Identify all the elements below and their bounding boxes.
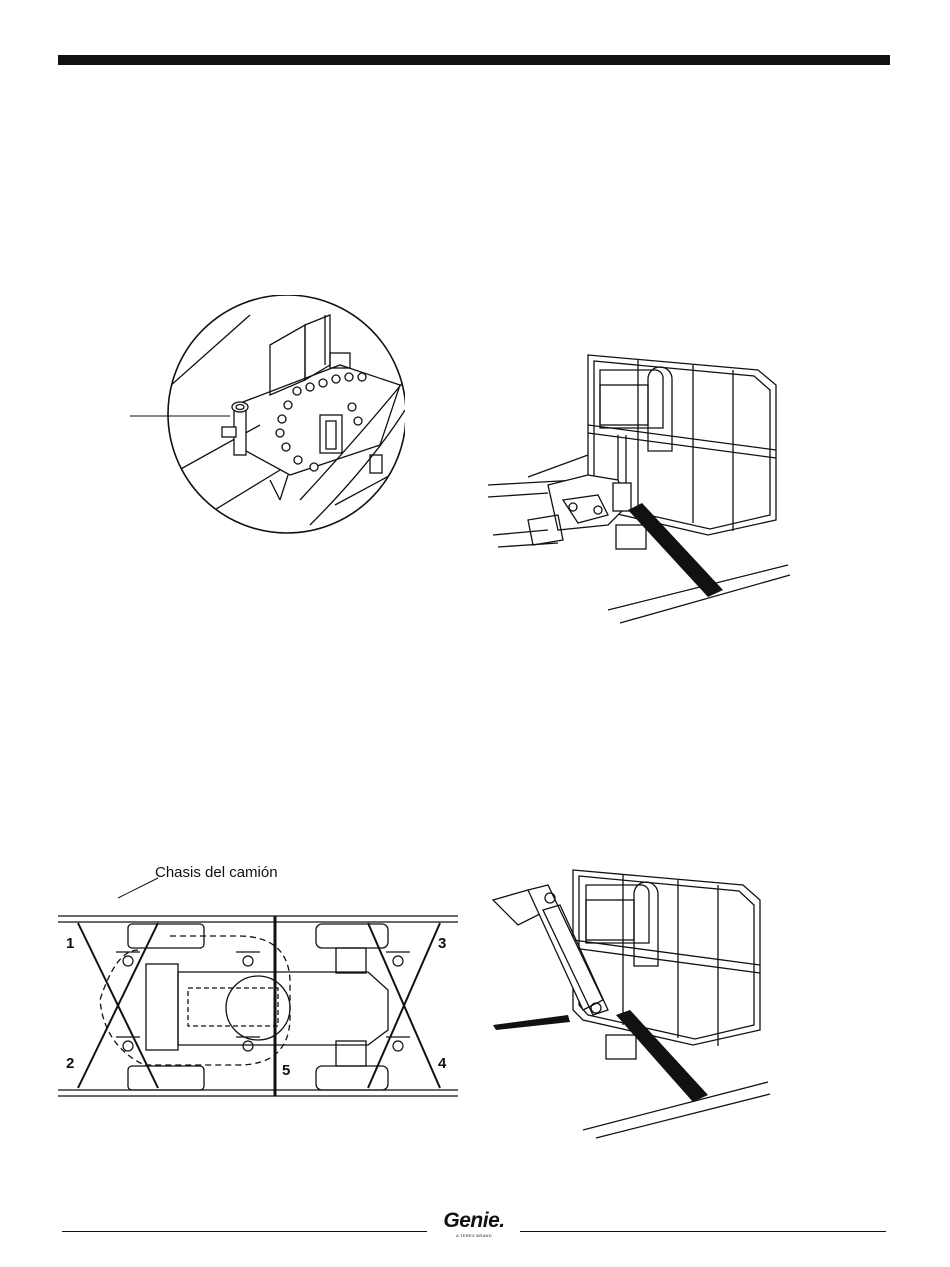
zone-label-3: 3 [438,935,447,952]
header-bar [58,55,890,65]
brand-name: Genie. [443,1209,505,1232]
platform-strap-figure-lower [488,850,773,1140]
truck-chassis-diagram [58,870,460,1102]
genie-logo [441,1210,507,1238]
footer-rule-left [62,1231,427,1232]
zone-label-1: 1 [66,935,75,952]
platform-strap-figure-upper [488,335,793,630]
turntable-detail-figure [130,295,405,540]
zone-label-2: 2 [66,1055,75,1072]
truck-chassis-label: Chasis del camión [155,864,278,881]
zone-label-5: 5 [282,1062,291,1079]
footer-rule-right [520,1231,886,1232]
zone-label-4: 4 [438,1055,447,1072]
brand-tagline: A TEREX BRAND [456,1233,492,1238]
